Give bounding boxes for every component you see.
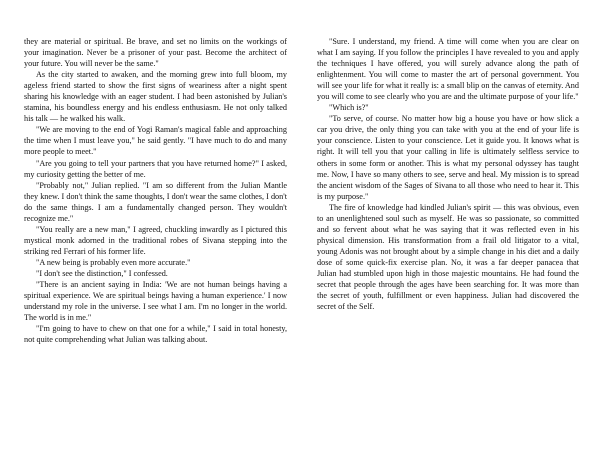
left-paragraph-3: "We are moving to the end of Yogi Raman's magical fable and approaching the time when I must leave you," he said gently. "I have much to do and many more people to meet." bbox=[24, 125, 287, 157]
left-paragraph-4: "Are you going to tell your partners that you have returned home?" I asked, my curiosity getting the better of me. bbox=[24, 158, 287, 179]
right-paragraph-4: The fire of knowledge had kindled Julian's spirit — this was obvious, even to an unenlightened soul such as myself. He was so passionate, so committed and so fervent about what he was saying that it was reflected even in his physical dimension. His transformation from a frail old litigator to a vital, young Adonis was not brought about by a simple change in his diet and a daily dose of some quick-fix exercise plan. No, it was a far deeper panacea that Julian had stumbled upon high in those majestic mountains. He had found the secret that people through the ages have been searching for. It was more than the secret of youth, fulfillment or even happiness. Julian had discovered the secret of the Self. bbox=[317, 202, 579, 312]
left-paragraph-6: "You really are a new man," I agreed, chuckling inwardly as I pictured this mystical monk adorned in the traditional robes of Sivana stepping into the striking red Ferrari of his former life. bbox=[24, 224, 287, 256]
right-paragraph-3: "To serve, of course. No matter how big a house you have or how slick a car you drive, the only thing you can take with you at the end of your life is your conscience. Listen to your conscience. Let it guide you. It knows what is right. It will tell you that your calling in life is ultimately selfless service to others in some form or another. This is what my personal odyssey has taught me. Now, I have so many others to see, serve and heal. My mission is to spread the ancient wisdom of the Sages of Sivana to all those who need to hear it. This is my purpose." bbox=[317, 114, 579, 201]
right-paragraph-1: "Sure. I understand, my friend. A time will come when you are clear on what I am saying. If you follow the principles I have revealed to you and apply the techniques I have offered, you will surely advance along the path of enlightenment. You will come to master the art of personal government. You will see your life for what it really is: a small blip on the canvas of eternity. And you will come to see clearly who you are and the ultimate purpose of your life." bbox=[317, 37, 579, 102]
left-paragraph-2: As the city started to awaken, and the morning grew into full bloom, my ageless friend started to show the first signs of weariness after a night spent sharing his knowledge with an eager student. I had been astonished by Julian's stamina, his boundless energy and his endless enthusiasm. He not only talked his talk — he walked his walk. bbox=[24, 70, 287, 124]
left-paragraph-1: they are material or spiritual. Be brave, and set no limits on the workings of your imagination. Never be a prisoner of your past. Become the architect of your future. You will never be the same." bbox=[24, 37, 287, 69]
right-page bbox=[317, 36, 579, 312]
left-paragraph-7: "A new being is probably even more accurate." bbox=[36, 257, 191, 267]
left-paragraph-5: "Probably not," Julian replied. "I am so different from the Julian Mantle they knew. I don't think the same thoughts, I don't wear the same clothes, I don't do the same things. I am a fundamentally changed person. They wouldn't recognize me." bbox=[24, 180, 287, 223]
left-paragraph-10: "I'm going to have to chew on that one for a while," I said in total honesty, not quite comprehending what Julian was talking about. bbox=[24, 324, 287, 345]
left-paragraph-8: "I don't see the distinction," I confessed. bbox=[36, 268, 168, 278]
left-paragraph-9: "There is an ancient saying in India: 'We are not human beings having a spiritual experience. We are spiritual beings having a human experience.' I now understand my role in the universe. I see what I am. I'm no longer in the world. The world is in me." bbox=[24, 280, 287, 323]
left-page bbox=[24, 36, 287, 345]
right-paragraph-2: "Which is?" bbox=[329, 103, 369, 113]
